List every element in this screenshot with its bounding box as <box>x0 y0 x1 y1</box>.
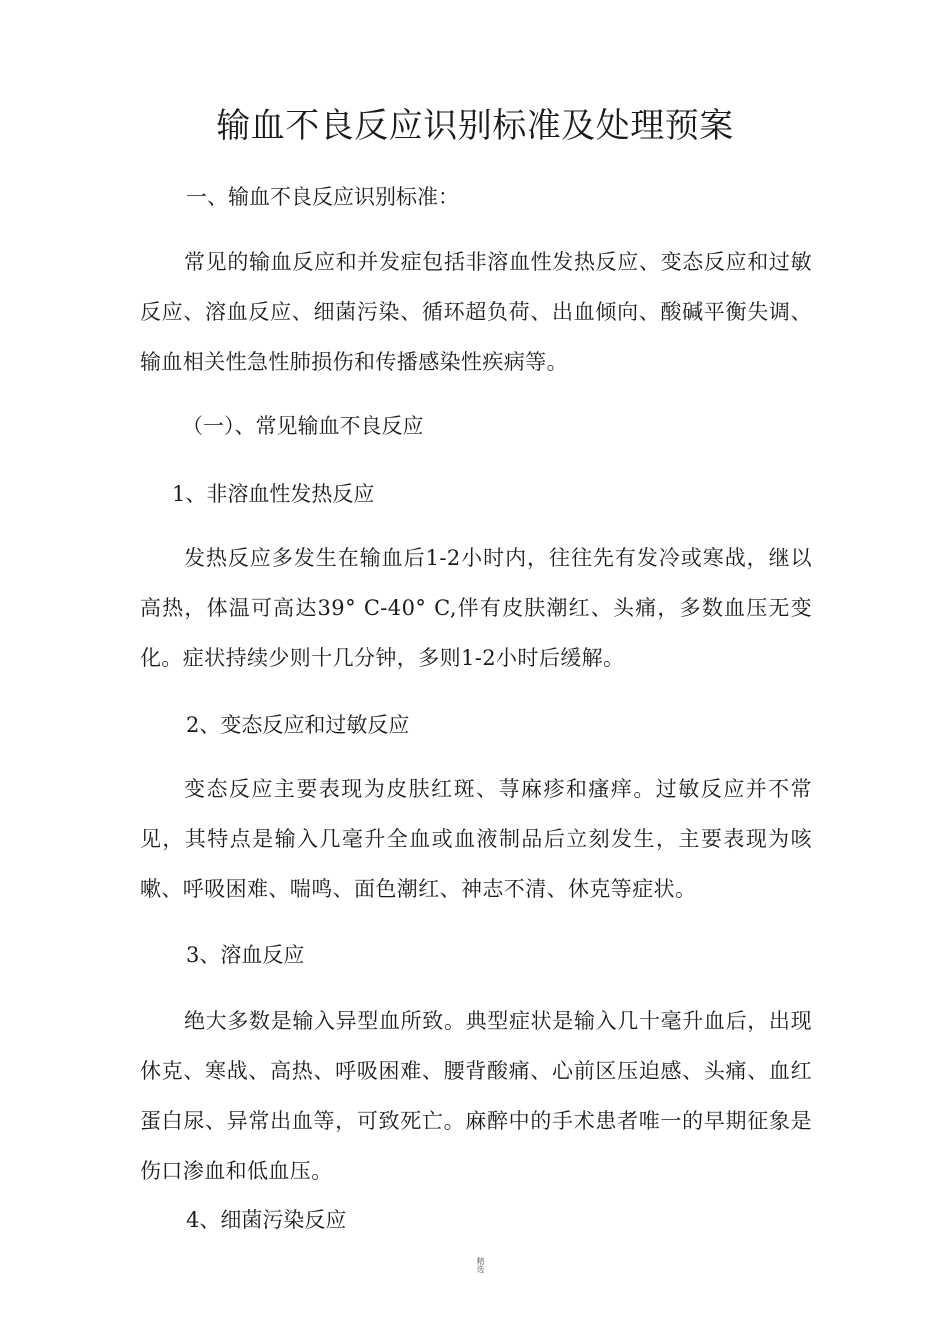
section-heading: 一、输血不良反应识别标准： <box>186 185 459 209</box>
item-heading-1: 1、非溶血性发热反应 <box>172 482 375 506</box>
item-heading-2: 2、变态反应和过敏反应 <box>186 713 410 737</box>
document-title: 输血不良反应识别标准及处理预案 <box>216 106 734 146</box>
subsection-heading: （一）、常见输血不良反应 <box>182 414 424 438</box>
intro-paragraph: 常见的输血反应和并发症包括非溶血性发热反应、变态反应和过敏反应、溶血反应、细菌污染、循环超负荷、出血倾向、酸碱平衡失调、输血相关性急性肺损伤和传播感染性疾病等。 <box>140 250 812 374</box>
item-paragraph-1: 发热反应多发生在输血后1-2小时内，往往先有发冷或寒战，继以高热，体温可高达39° C-40° C,伴有皮肤潮红、头痛，多数血压无变化。症状持续少则十几分钟，多则1-2小时后缓解。 <box>140 546 812 670</box>
page-footer: 精选 <box>476 1257 485 1273</box>
item-heading-3: 3、溶血反应 <box>186 943 305 967</box>
item-paragraph-2: 变态反应主要表现为皮肤红斑、荨麻疹和瘙痒。过敏反应并不常见，其特点是输入几毫升全血或血液制品后立刻发生，主要表现为咳嗽、呼吸困难、喘鸣、面色潮红、神志不清、休克等症状。 <box>140 777 812 901</box>
item-heading-4: 4、细菌污染反应 <box>186 1208 347 1232</box>
item-paragraph-3: 绝大多数是输入异型血所致。典型症状是输入几十毫升血后，出现休克、寒战、高热、呼吸困难、腰背酸痛、心前区压迫感、头痛、血红蛋白尿、异常出血等，可致死亡。麻醉中的手术患者唯一的早期征象是伤口渗血和低血压。 <box>140 1009 812 1183</box>
